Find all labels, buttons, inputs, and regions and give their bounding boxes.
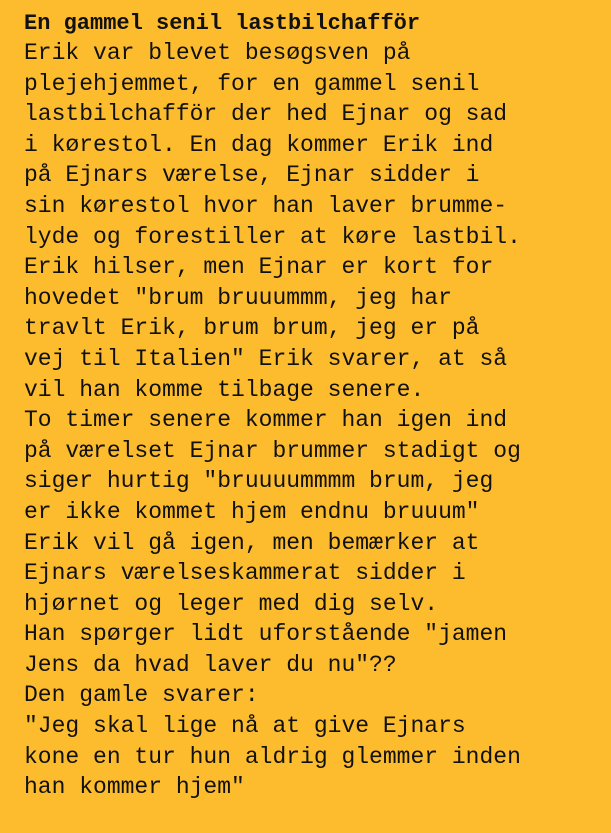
text-line: hjørnet og leger med dig selv.: [24, 590, 439, 617]
text-line: siger hurtig "bruuuummmm brum, jeg: [24, 468, 494, 495]
text-line: lastbilchafför der hed Ejnar og sad: [24, 101, 508, 128]
text-line: på Ejnars værelse, Ejnar sidder i: [24, 162, 480, 189]
text-line: travlt Erik, brum brum, jeg er på: [24, 315, 480, 342]
document-title: En gammel senil lastbilchafför: [24, 11, 421, 36]
text-line: "Jeg skal lige nå at give Ejnars: [24, 713, 466, 740]
text-line: Han spørger lidt uforstående "jamen: [24, 621, 508, 648]
text-line: plejehjemmet, for en gammel senil: [24, 70, 480, 97]
text-line: Erik vil gå igen, men bemærker at: [24, 529, 480, 556]
text-line: Erik var blevet besøgsven på: [24, 40, 411, 66]
text-line: i kørestol. En dag kommer Erik ind: [24, 131, 494, 158]
text-line: han kommer hjem": [24, 774, 245, 801]
text-line: vil han komme tilbage senere.: [24, 376, 425, 403]
text-line: kone en tur hun aldrig glemmer inden: [24, 743, 521, 770]
text-line: vej til Italien" Erik svarer, at så: [24, 345, 508, 372]
text-line: Erik hilser, men Ejnar er kort for: [24, 254, 494, 281]
text-line: er ikke kommet hjem endnu bruuum": [24, 498, 480, 525]
text-line: lyde og forestiller at køre lastbil.: [24, 223, 521, 250]
text-line: To timer senere kommer han igen ind: [24, 407, 508, 434]
text-line: Jens da hvad laver du nu"??: [24, 651, 397, 678]
text-line: sin kørestol hvor han laver brumme-: [24, 192, 508, 219]
text-line: Den gamle svarer:: [24, 682, 259, 709]
text-line: på værelset Ejnar brummer stadigt og: [24, 437, 521, 464]
text-line: hovedet "brum bruuummm, jeg har: [24, 284, 452, 311]
text-line: Ejnars værelseskammerat sidder i: [24, 560, 466, 587]
